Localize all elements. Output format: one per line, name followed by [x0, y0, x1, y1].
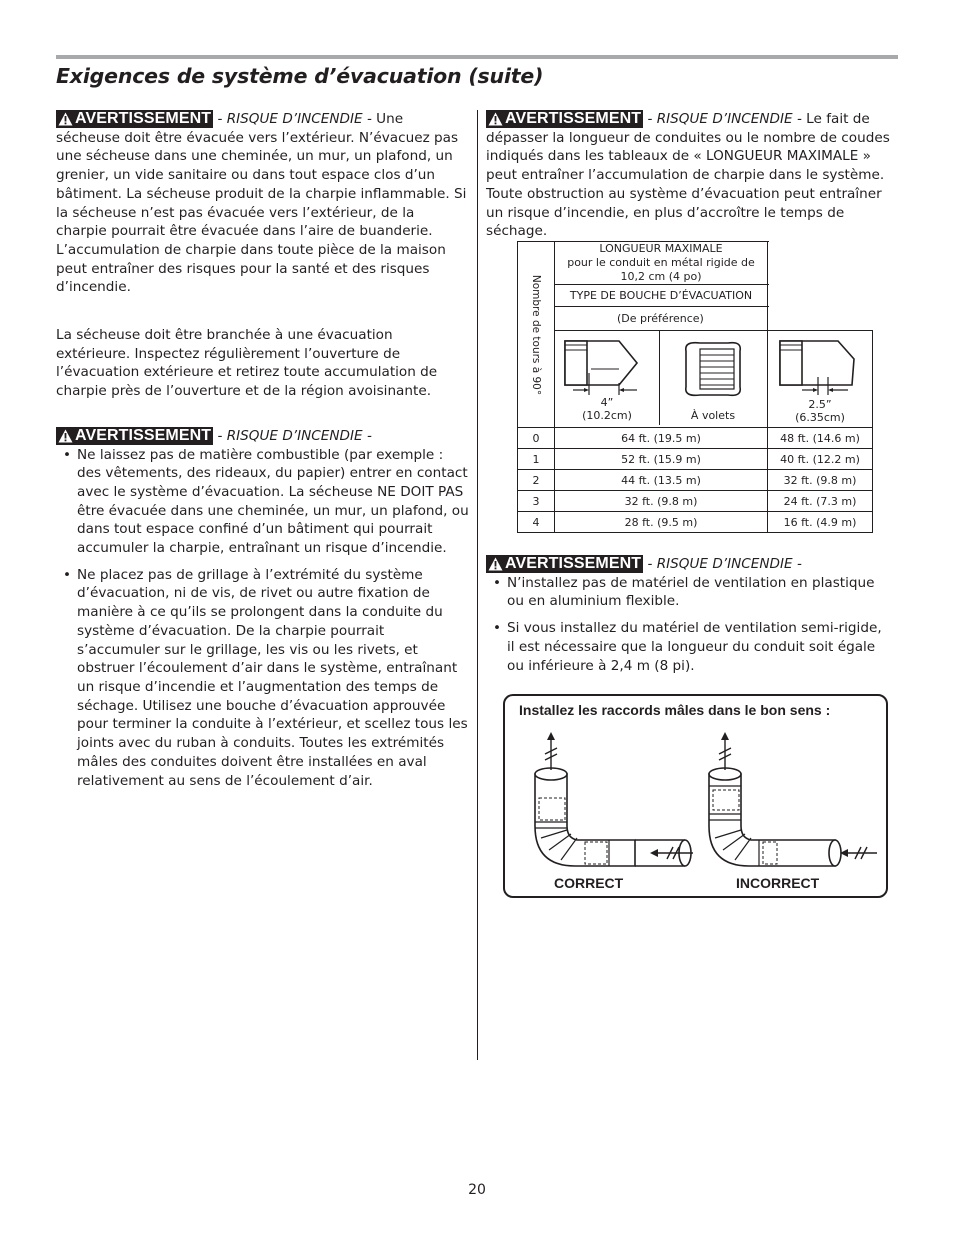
hood-louvered [660, 331, 766, 425]
hood-4in [555, 331, 660, 425]
angled-hood-4in-icon [555, 333, 659, 403]
duct-elbow-diagram [505, 726, 886, 886]
table-row: 2 44 ft. (13.5 m) 32 ft. (9.8 m) [518, 470, 873, 491]
list-item: • Si vous installez du matériel de ventilation semi-rigide, il est nécessaire que la longueur du conduit soit égale ou inférieure à 2,4 m (8 pi). [507, 619, 891, 675]
warning-triangle-icon [488, 112, 503, 126]
table-row: 1 52 ft. (15.9 m) 40 ft. (12.2 m) [518, 449, 873, 470]
warning-text: Le fait de dépasser la longueur de conduites ou le nombre de coudes indiqués dans les tableaux de « LONGUEUR MAXIMALE » peut entraîner l’accumulation de charpie dans le système. Toute obstruction au système d’évacuation peut entraîner un risque d’incendie, en plus d’accroître le temps de séchage. [486, 111, 890, 240]
list-item: • Ne laissez pas de matière combustible (par exemple : des vêtements, des rideaux, du papier) entrer en contact avec le système d’évacuation. La sécheuse NE DOIT PAS être évacuée dans une cheminée, un mur, un plafond, ou dans tout espace confiné d’un bâtiment qui pourrait accumuler la charpie, entraînant un risque d’incendie. [77, 446, 469, 558]
top-rule [56, 55, 898, 59]
table-header: LONGUEUR MAXIMALE pour le conduit en métal rigide de 10,2 cm (4 po) [555, 242, 768, 285]
warning-badge: AVERTISSEMENT [56, 110, 213, 128]
louvered-hood-icon [660, 333, 766, 403]
male-fittings-figure [503, 694, 888, 898]
page-title: Exigences de système d’évacuation (suite) [56, 64, 544, 88]
risk-label: - RISQUE D’INCENDIE - [647, 556, 802, 572]
warning-fire-combustible [56, 427, 469, 446]
warning-badge: AVERTISSEMENT [56, 427, 213, 445]
risk-label: - RISQUE D’INCENDIE - [647, 111, 802, 127]
page-number: 20 [468, 1182, 486, 1198]
hood-2-5in-caption: 2.5” (6.35cm) [795, 398, 845, 424]
warning-fire-material [486, 555, 891, 574]
risk-label: - RISQUE D’INCENDIE - [217, 111, 372, 127]
exterior-vent-paragraph: La sécheuse doit être branchée à une évacuation extérieure. Inspectez régulièrement l’ouverture de l’évacuation extérieure et retirez toute accumulation de charpie près de l’ouverture et de la région avoisinante. [56, 327, 438, 400]
vent-hoods-row [555, 331, 768, 428]
column-divider [477, 110, 478, 1060]
warning-fire-length [486, 110, 891, 241]
right-column-top [486, 110, 891, 241]
table-row: 3 32 ft. (9.8 m) 24 ft. (7.3 m) [518, 491, 873, 512]
warning-bullet-list [486, 574, 891, 676]
correct-label: CORRECT [554, 875, 624, 891]
preference-label: (De préférence) [555, 307, 768, 331]
angled-hood-2-5in-icon [768, 333, 872, 403]
risk-label: - RISQUE D’INCENDIE - [217, 427, 372, 444]
figure-title: Installez les raccords mâles dans le bon sens : [519, 702, 831, 718]
left-column [56, 110, 469, 790]
table-row: 4 28 ft. (9.5 m) 16 ft. (4.9 m) [518, 512, 873, 533]
warning-bullet-list [56, 446, 469, 791]
correct-elbow-icon [535, 732, 693, 866]
warning-triangle-icon [488, 557, 503, 571]
hood-louvered-caption: À volets [690, 409, 736, 422]
right-column-bottom [486, 555, 891, 675]
list-item: • Ne placez pas de grillage à l’extrémité du système d’évacuation, ni de vis, de rivet ou autre fixation de manière à ce qu’ils se prolongent dans la conduite du système d’évacuation. De la charpie pourrait s’accumuler sur le grillage, les vis ou les rivets, et obstruer l’écoulement d’air dans le système, entraînant un risque d’incendie et l’augmentation des temps de séchage. Utilisez une bouche d’évacuation approuvée pour terminer la conduite à l’extérieur, et scellez tous les joints avec du ruban à conduits. Toutes les extrémités mâles des conduites doivent être installées en aval relativement au sens de l’écoulement d’air. [77, 566, 469, 790]
table-row: 0 64 ft. (19.5 m) 48 ft. (14.6 m) [518, 428, 873, 449]
incorrect-label: INCORRECT [736, 875, 820, 891]
hood-2-5in [768, 331, 873, 428]
max-length-table [517, 241, 873, 533]
hood-4in-caption: 4” (10.2cm) [582, 396, 632, 422]
incorrect-elbow-icon [709, 732, 877, 866]
warning-triangle-icon [58, 429, 73, 443]
warning-badge: AVERTISSEMENT [486, 555, 643, 573]
warning-text: Une sécheuse doit être évacuée vers l’extérieur. N’évacuez pas une sécheuse dans une cheminée, un mur, un plafond, un grenier, un vide sanitaire ou dans tout espace clos d’un bâtiment. La sécheuse produit de la charpie inflammable. Si la sécheuse n’est pas évacuée vers l’extérieur, de la charpie pourrait être évacuée dans l’aire de buanderie. L’accumulation de charpie dans toute pièce de la maison peut entraîner des risques pour la santé et des risques d’incendie. [56, 111, 467, 296]
vent-type-header: TYPE DE BOUCHE D’ÉVACUATION [555, 285, 768, 307]
list-item: • N’installez pas de matériel de ventilation en plastique ou en aluminium flexible. [507, 574, 891, 611]
turns-header: Nombre de tours à 90° [518, 242, 555, 428]
warning-fire-exterior [56, 110, 469, 297]
warning-badge: AVERTISSEMENT [486, 110, 643, 128]
warning-triangle-icon [58, 112, 73, 126]
